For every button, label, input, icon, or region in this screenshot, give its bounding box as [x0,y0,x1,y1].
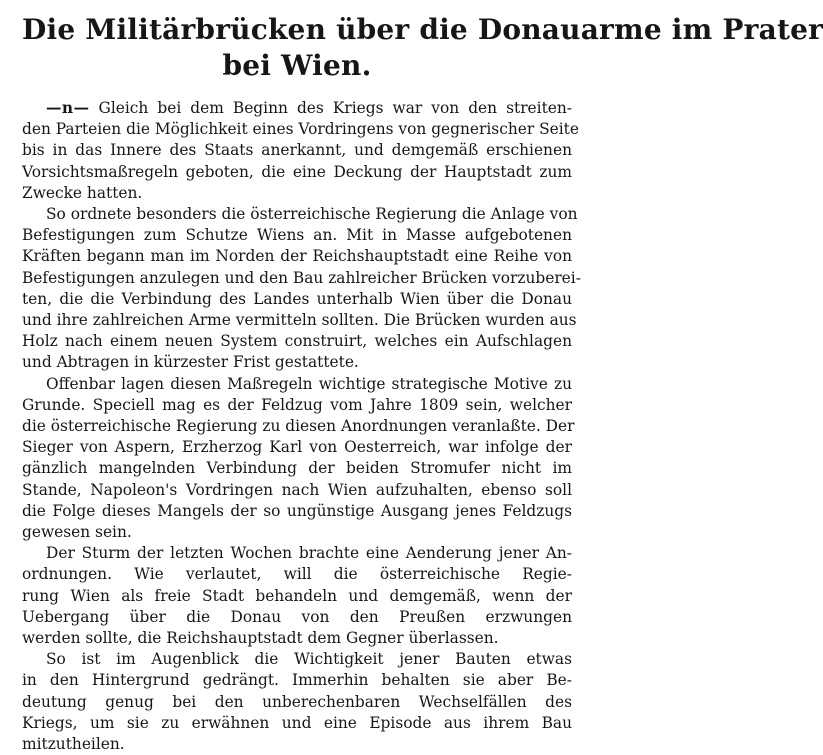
title-line-1: Die Militärbrücken über die Donauarme im Prater [22,13,823,46]
text-line: mitzutheilen. [22,735,125,754]
text-line: Stande, Napoleon's Vordringen nach Wien aufzuhalten, ebenso soll [22,480,572,499]
text-line: Holz nach einem neuen System construirt, welches ein Aufschlagen [22,332,572,351]
text-line: Befestigungen zum Schutze Wiens an. Mit in Masse aufgebotenen [22,226,572,245]
text-line: gänzlich mangelnden Verbindung der beiden Stromufer nicht im [22,459,572,478]
text-line: Vorsichtsmaßregeln geboten, die eine Deckung der Hauptstadt zum [22,162,572,181]
article-title [22,12,823,84]
text-line [22,98,572,119]
paragraph-1 [22,98,579,204]
text-line: werden sollte, die Reichshauptstadt dem Gegner überlassen. [22,629,499,648]
text-line: Grunde. Speciell mag es der Feldzug vom Jahre 1809 sein, welcher [22,395,572,414]
text-line: den Parteien die Möglichkeit eines Vordringens von gegnerischer Seite [22,120,579,139]
text-line: und Abtragen in kürzester Frist gestattete. [22,353,359,372]
paragraph-5 [22,649,572,755]
text-line: und ihre zahlreichen Arme vermitteln sollten. Die Brücken wurden aus [22,311,577,330]
text-line: gewesen sein. [22,523,132,542]
text-line: Der Sturm der letzten Wochen brachte eine Aenderung jener An- [46,544,572,563]
text-line: Uebergang über die Donau von den Preußen erzwungen [22,607,572,626]
text-line: ordnungen. Wie verlautet, will die österreichische Regie- [22,565,572,584]
text-line: die Folge dieses Mangels der so ungünstige Ausgang jenes Feldzugs [22,501,572,520]
text-line: deutung genug bei den unberechenbaren Wechselfällen des [22,692,572,711]
text-line: die österreichische Regierung zu diesen Anordnungen veranlaßte. Der [22,417,575,436]
text-line: Sieger von Aspern, Erzherzog Karl von Oesterreich, war infolge der [22,438,572,457]
paragraph-3 [22,374,575,544]
text-line: Kräften begann man im Norden der Reichshauptstadt eine Reihe von [22,247,572,266]
text-line: So ordnete besonders die österreichische Regierung die Anlage von [46,205,578,224]
text-line: rung Wien als freie Stadt behandeln und demgemäß, wenn der [22,586,572,605]
text-line-content: Gleich bei dem Beginn des Kriegs war von den streiten- [98,99,572,117]
text-line: Zwecke hatten. [22,183,143,202]
text-line: bis in das Innere des Staats anerkannt, und demgemäß erschienen [22,141,572,160]
article-body [22,98,581,755]
title-line-2: bei Wien. [222,49,372,82]
text-line: in den Hintergrund gedrängt. Immerhin behalten sie aber Be- [22,671,572,690]
paragraph-2 [22,204,581,374]
paragraph-4 [22,543,572,649]
text-line: So ist im Augenblick die Wichtigkeit jener Bauten etwas [46,650,572,669]
text-line: Befestigungen anzulegen und den Bau zahlreicher Brücken vorzuberei- [22,268,581,287]
text-line: Kriegs, um sie zu erwähnen und eine Episode aus ihrem Bau [22,713,572,732]
text-line: Offenbar lagen diesen Maßregeln wichtige strategische Motive zu [46,374,572,393]
text-line: ten, die die Verbindung des Landes unterhalb Wien über die Donau [22,289,572,308]
author-signature: —n— [46,99,90,117]
